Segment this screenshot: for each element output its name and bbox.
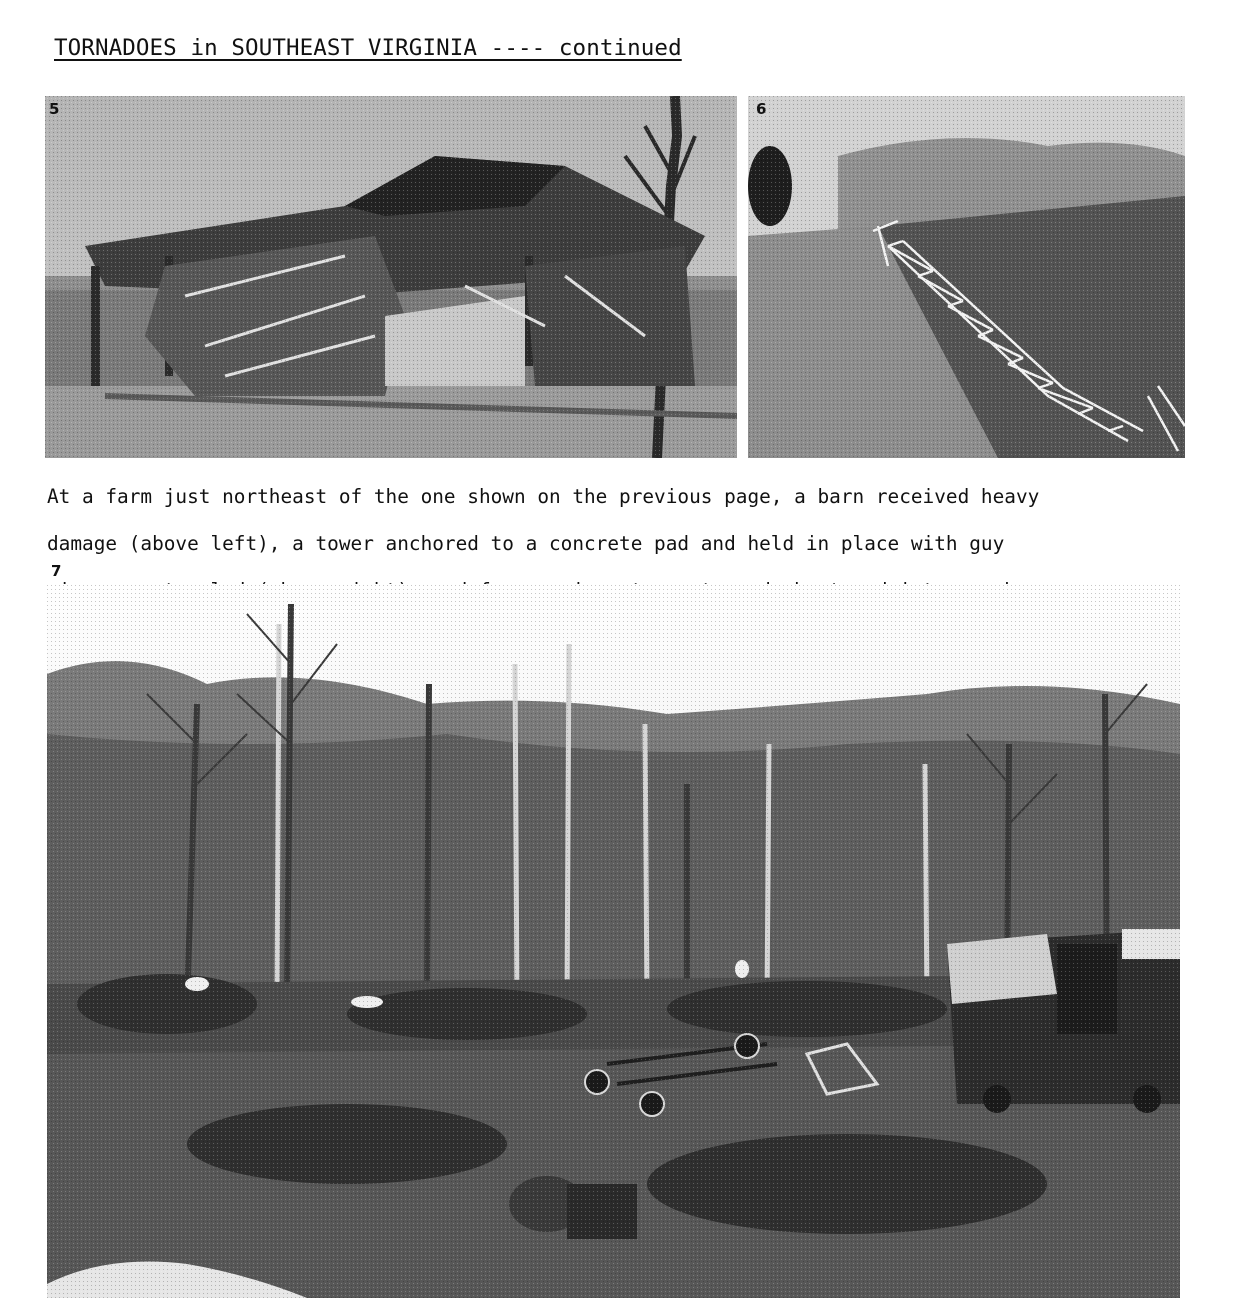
toppled-tower-illustration (748, 96, 1185, 458)
photo-number: 5 (49, 100, 60, 118)
photo-farm-equipment (47, 584, 1180, 1298)
photo-toppled-tower (748, 96, 1185, 458)
photo-number: 6 (756, 100, 767, 118)
photo-barn-damage (45, 96, 737, 458)
caption-line: At a farm just northeast of the one shown on the previous page, a barn received heavy (47, 484, 1040, 508)
page-heading: TORNADOES in SOUTHEAST VIRGINIA ---- continued (54, 35, 682, 61)
photo-number: 7 (51, 562, 62, 580)
caption-line: damage (above left), a tower anchored to a concrete pad and held in place with guy (47, 531, 1005, 555)
farm-equipment-illustration (47, 584, 1180, 1298)
barn-damage-illustration (45, 96, 737, 458)
